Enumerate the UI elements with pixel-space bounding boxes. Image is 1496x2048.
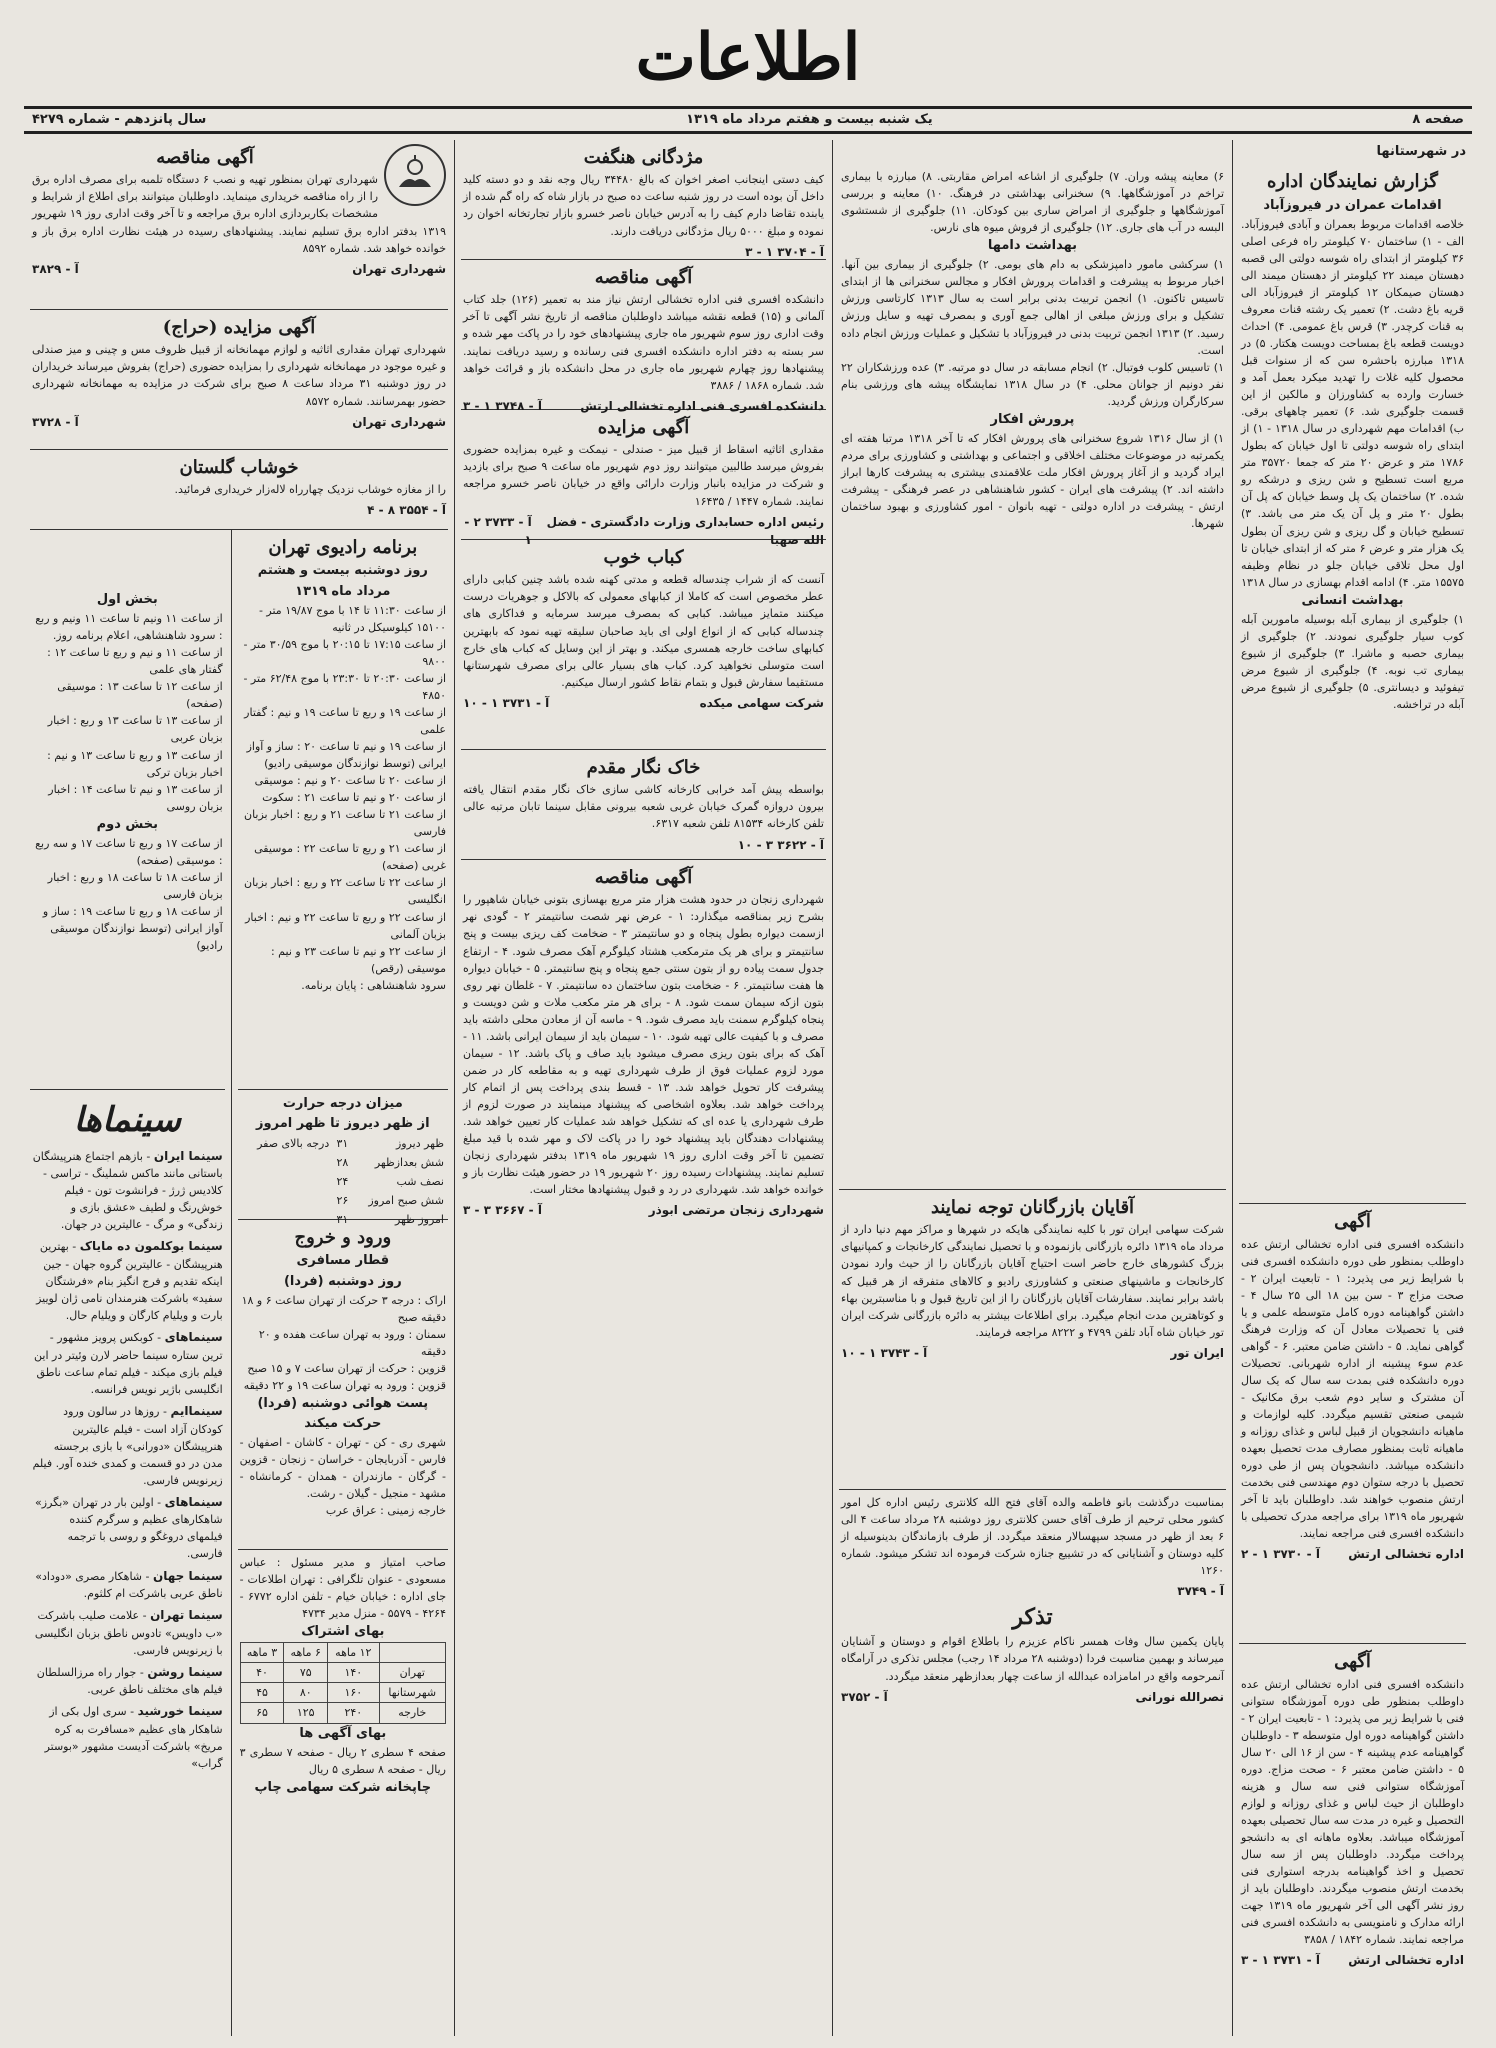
report-article [1239,164,1466,1204]
cinema-item: سینماهای - کوبکس پرویز مشهور - ترین ستاره سینما حاضر لارن وئیتر در این فیلم بازی میکند - فیلم تمام ساعت ناطق انگلیسی باژیر نویس فرانسه. [34,1330,223,1396]
cinema-name: سینما خورشید [137,1704,223,1719]
ad-rates-body: صفحه ۴ سطری ۲ ریال - صفحه ۷ سطری ۳ ریال - صفحه ۸ سطری ۵ ریال [239,1745,447,1776]
radio-headline: برنامه رادیوی تهران [268,537,418,558]
column-reports [832,140,1232,2036]
tile-factory-code: آ - ۳۶۲۲ ۳ - ۱۰ [737,837,824,852]
cinema-name: سینماهای [164,1330,223,1345]
notice-signature-row [841,1344,1224,1363]
animal-health-heading: بهداشت دامها [987,238,1078,254]
train-line: اراک : درجه ۳ حرکت از تهران ساعت ۶ و ۱۸ دقیقه صبح [241,1293,446,1324]
cinema-item: سینما جهان - شاهکار مصری «دوداد» ناطق عربی باشرکت ام کلثوم. [35,1568,223,1601]
column-ads [454,140,832,2036]
airmail-headline: پست هوائی دوشنبه (فردا) [257,1395,429,1411]
cinema-item: سینما روشن - جوار راه مرزالسلطان فیلم های مختلف ناطق عربی. [36,1664,223,1697]
section-label: در شهرستانها [1376,144,1466,159]
public-education-heading: پرورش افکار [990,411,1075,427]
cinema-description: سری اول بکی از شاهکار های عظیم «مسافرت به کره مریخ» باشرکت آدیست مشهور «بوستر گراب» [44,1705,223,1771]
tender-headline: آگهی مناقصه [594,267,693,288]
tender-code: آ - ۳۸۲۹ [32,261,79,276]
cinema-description: روزها در سالون ورود کودکان آزاد است - فیلم عالیترین هنرپیشگان «دورانی» با بازی برجسته مدن در دو قسمت و کمدی خنده آور. فیلم زیرنویس فارسی. [32,1404,223,1487]
ad-rates-headline: بهای آگهی ها [299,1725,387,1741]
tender-code: آ - ۳۶۶۷ ۳ - ۳ [463,1203,542,1218]
table-row: شش صبح امروز ۲۶ [336,1194,444,1208]
article-body: خلاصه اقدامات مربوط بعمران و آبادی فیروزآباد. الف - ۱) ساختمان ۷۰ کیلومتر راه فرعی اصلی ۳۶ کیلومتر از ابتدای راه شوسه دولتی الی قصبه دهستان میمند ۲۲ کیلومتر از دهستان میمند الی دهستان صیمکان ۱۲ کیلومتر از فیروزآباد الی قریه باغ دشت. ۲) تعمیر یک رشته قنات معروف به قنات کرچدر. ۳) قرس باغ عمومی. ۴) احداث دویست قطعه باغ بمساحت دویست هکتار. ۵) در ۱۳۱۸ مبارزه باحشره سن که از سنوات قبل محصول کلیه غلات را تهدید میکرد بعمل آمد و خسارت وارده به کشاورزان و مالکین از این قسمت جلوگیری شد. ۶) تعمیر چاههای برقی. ب) اقدامات مهم شهرداری در سال ۱۳۱۸ - ۱) از ابتدای راه شوسه دولتی تا اول خیابان که بطول ۱۷۸۶ متر و عرض ۲۰ متر که جمعا ۳۵۷۲۰ متر مربع است تسطیح و شن ریزی و درشکه رو شده. ۲) ساختمان یک پل وسط خیابان که پل آن بطول ۲۰ متر و پل آن یک متر می باشد. ۳) تسطیح خیابان و گل ریزی و شن ریزی آن بطول یک هزار متر و عرض ۶ متر که از ابتدای خیابان تا اول محل تلاقی خیابان جلو در نظام وظیفه ۱۵۵۷۵ متر. ۴) ادامه اقدام بهسازی در سال ۱۳۱۸ [1241,217,1465,589]
kebab-code: آ - ۳۷۳۱ ۱ - ۱۰ [463,695,550,710]
drink-body: را از مغازه خوشاب نزدیک چهارراه لاله‌زار خریداری فرمائید. [174,483,446,497]
cinema-listings [30,1090,225,2036]
cinema-item: سینما خورشید - سری اول بکی از شاهکار های عظیم «مسافرت به کره مریخ» باشرکت آدیست مشهور «بوستر گراب» [44,1704,223,1771]
memorial-signature: نصرالله نورانی [1135,1689,1224,1704]
radio-slot: از ساعت ۱۸ و ربع تا ساعت ۱۹ : ساز و آواز ایرانی (توسط نوازندگان موسیقی رادیو) [42,905,223,953]
ad-technical-school [1239,1644,1466,2036]
issue-date: یک شنبه بیست و هفتم مرداد ماه ۱۳۱۹ [686,111,933,127]
subscription-table [240,1642,446,1723]
public-education-body: ۱) از سال ۱۳۱۶ شروع سخنرانی های پرورش افکار که تا آخر ۱۳۱۸ مرتبا هفته ای یکمرتبه در موضوعات مختلف اخلاقی و اجتماعی و بهداشتی و کشاورزی برای مردم ایراد گردید و از آغاز پرورش افکار ملت علاقمندی بیشتری به پیشرفت کارها ابراز داشته اند. ۲) پیشرفت های ایران - کشور شاهنشاهی در عصر فرهنگی - پیشرفت ارتش - پیشرفت در اداره دولتی - تهیه بانوان - امور کشاورزی و بهبود ساختمان شهرها. [841,431,1224,531]
auction-headline: آگهی مزایده (حراج) [162,317,316,338]
notice-code: آ - ۳۷۴۳ ۱ - ۱۰ [841,1345,928,1360]
notice-body: شرکت سهامی ایران تور با کلیه نمایندگی هایکه در شهرها و مراکز مهم دنیا دارد از مرداد ماه ۱۳۱۹ دائره بازرگانی بازنموده و با تحصیل نمایندگی کارخانجات و کمپانیهای بزرگ کشورهای خارج حاضر است احتیاج آقایان بازرگانان را از حیث وارد نمودن کارخانجات و ماشینهای صنعتی و کشاورزی رادیو و کالاهای متفرقه از هر قبیل که باشد برابر نمایند. سفارشات آقایان بازرگانان را از این تاریخ قبول و با مناسبترین بهاء و کوتاهترین مدت انجام میگیرد. برای اطلاعات بیشتر به دائره بازرگانی شرکت ایران تور خیابان شاه آباد تلفن ۴۷۹۹ و ۸۲۲۲ مراجعه فرمایند. [841,1223,1224,1339]
radio-slot: از ساعت ۲۰ تا ساعت ۲۰ و نیم : موسیقی [254,774,446,788]
radio-wave: از ساعت ۱۱:۳۰ تا ۱۴ با موج ۱۹/۸۷ متر - ۱۵۱۰۰ کیلوسیکل در ثانیه [258,603,446,634]
memorial-signature-row [841,1688,1224,1707]
tender-headline: آگهی مناقصه [594,867,693,888]
dateline [24,106,1472,134]
health-body: ۱) جلوگیری از بیماری آبله بوسیله مامورین آبله کوب سیار جلوگیری نمودند. ۲) جلوگیری از بیماری حصبه و ماشرا. ۳) جلوگیری از شیوع بیماری تب نوبه. ۴) جلوگیری از شیوع مرض تیفوئید و دیسانتری. ۵) جلوگیری از شیوع مرض آبله در تراخشه. [1241,612,1465,712]
train-subtitle: قطار مسافری [296,1253,390,1269]
reward-ad [461,140,826,260]
cinema-headline: سینماها [73,1100,181,1140]
condolence-code-row [841,1582,1224,1601]
table-row: امروز ظهر ۳۱ [336,1213,444,1227]
temperature-subtitle: از ظهر دیروز تا ظهر امروز [256,1116,430,1132]
radio-slot: از ساعت ۱۱ و نیم و ربع تا ساعت ۱۲ : گفتار های علمی [47,646,223,677]
kebab-headline: کباب خوب [603,547,684,568]
animal-health-body: ۱) سرکشی مامور دامپزشکی به دام های بومی. ۲) جلوگیری از بیماری بین آنها. اخبار مربوط به پیشرفت و اقدامات پرورش افکار و مجالس سخنرانی ها از ابتدای تاسیس تاکنون. ۱) انجمن تربیت بدنی برابر است به سال ۱۳۱۳ کارتاسی ورزش تشکیل و برای ورزش مبلغی از اهالی جمع آوری و بمصرف تهیه و سایل ورزش رسید. ۲) ۱۳۱۳ انجمن تربیت بدنی در فیروزآباد با تشکیل و عملیات ورزش انجام داده است. [841,258,1225,357]
auction-ad-furniture [461,410,826,548]
report-items: ۶) معاینه پیشه وران. ۷) جلوگیری از اشاعه امراض مقاربتی. ۸) مبارزه با بیماری تراخم در آموزشگاهها. ۹) سخنرانی بهداشتی در فرهنگ. ۱۰) معاینه و بررسی آموزشگاهها و جلوگیری از امراض ساری بین کودکان. ۱۱) جلوگیری از شستشوی البسه در آب های جاری. ۱۲) جلوگیری از فروش میوه های نارس. [841,170,1225,235]
ad-code: آ - ۳۷۳۱ ۱ - ۳ [1241,1953,1320,1968]
radio-slot: از ساعت ۱۳ و نیم تا ساعت ۱۴ : اخبار بزبان روسی [48,782,223,813]
auction-code: آ - ۳۷۲۸ [32,414,79,429]
ad-body: دانشکده افسری فنی اداره تخشالی ارتش عده داوطلب بمنظور طی دوره دانشکده افسری فنی با شرایط زیر می پذیرد: ۱ - تابعیت ایران ۲ - صحت مزاج ۳ - سن بین ۱۸ الی ۲۵ سال ۴ - داشتن گواهینامه دوره کامل متوسطه علمی و یا فنی یا تحصیلات معادل آن که وزارت فرهنگ گواهی نماید. ۵ - داشتن ضامن معتبر. ۶ - گواهی عدم سوء پیشینه از اداره شهربانی. تحصیلات دوره دانشکده فنی بمدت سه سال که یک سال آن مشترک و سایر دوم شعب برق مکانیک - شیمی صنعتی تقسیم میگردد. کلیه لوازمات و ماهیانه دانشجویان از قبیل لباس و غذای روزانه و ماهیانه ثابت بمنظور مصارف مدت تحصیل بعهده دانشکده میباشد. دانشجویان پس از طی دوره تحصیل با درجه ستوان دوم مهندسی فنی بخدمت ارتش منصوب خواهند شد. داوطلبان باید تا آخر شهریور ماه ۱۳۱۹ برای مراجعه مدرک تحصیلی با دانشکده افسری فنی مراجعه نمایند. [1241,1237,1464,1541]
cinema-item: سینما تهران - علامت صلیب باشرکت «ب داویس» تادوس ناطق بزبان انگلیسی با زیرنویس فارسی. [34,1608,223,1657]
tender-code: آ - ۳۷۴۸ ۱ - ۳ [463,398,542,413]
radio-slot: از ساعت ۲۲ تا ساعت ۲۲ و ربع : اخبار بزبان انگلیسی [244,876,446,907]
train-line: قزوین : حرکت از تهران ساعت ۷ و ۱۵ صبح [247,1361,446,1375]
auction-signature: رئیس اداره حسابداری وزارت دادگستری - فضل الله صهبا [546,514,824,548]
issue-number: سال پانزدهم - شماره ۴۲۷۹ [32,111,207,127]
drink-code-row [32,501,446,520]
kebab-signature: شرکت سهامی میکده [699,695,824,710]
cinema-description: اولین بار در تهران «بگرز» شاهکارهای عظیم و سرگرم کننده فیلمهای دروغگو و روسی با ترجمه فارسی. [35,1495,223,1561]
tile-factory-code-row [463,836,824,855]
column-provinces [1232,140,1472,2036]
tender-signature: دانشکده افسری فنی اداره تخشالی ارتش [580,398,824,413]
auction-signature: شهرداری تهران [352,414,446,429]
publisher-info: صاحب امتیاز و مدیر مسئول : عباس مسعودی - عنوان تلگرافی : تهران اطلاعات - جای اداره : خیابان خیام - تلفن اداره ۶۷۷۲ - ۴۲۶۴ - ۵۵۷۹ - منزل مدیر ۴۷۳۴ [239,1556,447,1621]
radio-slot: از ساعت ۱۳ و ربع تا ساعت ۱۳ و نیم : اخبار بزبان ترکی [47,748,223,779]
table-row: خارجه ۲۴۰ ۱۲۵ ۶۵ [240,1703,445,1723]
radio-program [238,530,448,1090]
table-row: نصف شب ۲۴ [336,1175,444,1189]
train-schedule [238,1220,448,1550]
cinema-description: جوار راه مرزالسلطان فیلم های مختلف ناطق عربی. [36,1665,223,1697]
drink-headline: خوشاب گلستان [179,457,299,478]
cinema-name: سینما بوکلمون ده مایاک [79,1239,223,1254]
airmail-subtitle: حرکت میکند [304,1416,382,1432]
radio-wave: از ساعت ۱۷:۱۵ تا ۲۰:۱۵ با موج ۳۰/۵۹ متر - ۹۸۰۰ [243,637,446,668]
reward-headline: مژدگانی هنگفت [583,147,704,168]
train-line: سمنان : ورود به تهران ساعت هفده و ۲۰ دقیقه [258,1327,446,1358]
train-headline: ورود و خروج [294,1227,392,1248]
ad-signature-row [1241,1951,1464,1970]
train-day: روز دوشنبه (فردا) [283,1273,402,1289]
tender-signature: شهرداری زنجان مرتضی ابوذر [648,1203,824,1218]
cinema-description: علامت صلیب باشرکت «ب داویس» تادوس ناطق بزبان انگلیسی با زیرنویس فارسی. [34,1609,223,1657]
tender-ad-books [461,260,826,413]
ad-title: آگهی [1334,1651,1371,1673]
condolence-body: بمناسبت درگذشت بانو فاطمه والده آقای فتح الله کلانتری رئیس اداره کل امور کشور محلی ترحیم از طرف آقای حسن کلانتری روز دوشنبه ۲۸ مرداد ساعت ۴ الی ۶ بعد از ظهر در مسجد سپهسالار منعقد میگردد. از طرف بازماندگان بدینوسیله از کلیه دوستان و آشنایانی که در تشییع جنازه شرکت فرموده اند تشکر میشود. شماره ۱۲۶۰ [841,1496,1224,1578]
airmail-body: شهری ری - کن - تهران - کاشان - اصفهان - فارس - آذربایجان - خراسان - زنجان - قزوین - گرگان - مازندران - همدان - کرمانشاه - مشهد - منجیل - گیلان - رشت. [239,1436,446,1501]
tender-headline: آگهی مناقصه [156,147,254,168]
radio-wave: از ساعت ۲۰:۳۰ تا ۲۳:۳۰ با موج ۶۲/۴۸ متر - ۴۸۵۰ [243,671,446,702]
article-headline: گزارش نمایندگان اداره [1267,171,1438,193]
columns [24,140,1472,2036]
sports-body: ۱) تاسیس کلوب فوتبال. ۲) انجام مسابقه در سال دو مرتبه. ۳) عده ورزشکاران ۲۲ نفر دونیم از جوانان محلی. ۴) در سال ۱۳۱۸ نمایشگاه پیشه های ورزشی بنام سرکارگران ورزش گردید. [841,360,1224,408]
auction-body: مقداری اثاثیه اسقاط از قبیل میز - صندلی - نیمکت و غیره بمزایده حضوری بفروش میرسد طالبین میتوانند روز دوم شهریور ماه ساعت ۹ صبح برای بازدید و شرکت در مزایده بانبار وزارت دارائی واقع در خیابان ناصر خسرو مراجعه نمایند. شماره ۱۴۴۷ / ۱۶۴۳۵ [463,443,824,508]
auction-ad-hotel [30,310,448,450]
drink-code: آ - ۳۵۵۴ ۸ - ۴ [367,503,446,518]
auction-body: شهرداری تهران مقداری اثاثیه و لوازم مهمانخانه از قبیل ظروف مس و چینی و میز صندلی و غیره موجود در مهمانخانه شهرداری را بمزایده حضوری (حراج) بفروش میرساند خریداران در روز دوشنبه ۳۱ مرداد ساعت ۸ صبح برای شرکت در مزایده به مهمانخانه شهرداری حضور بهمرسانند. شماره ۸۵۷۲ [32,343,446,408]
train-line: قزوین : ورود به تهران ساعت ۱۹ و ۲۲ دقیقه [243,1378,446,1392]
tender-body: شهرداری زنجان در حدود هشت هزار متر مربع بهسازی بتونی خیابان شاهپور را بشرح زیر بمناقصه میگذارد: ۱ - عرض نهر شصت سانتیمتر ۲ - گودی نهر ازسمت دیواره بطول پنجاه و دو سانتیمتر ۳ - ضخامت کف ریزی بیست و پنج سانتیمتر و برای هر یک مترمکعب هشتاد کیلوگرم آهک مصرف شود. ۴ - ارتفاع جدول سمت پیاده رو از بتون سنتی جمع پنجاه و پنج سانتیمتر. ۵ - خیابان دیواره ها هفت سانتیمتر. ۶ - ضخامت بتون ساختمان ده سانتیمتر. ۷ - غلطان نهر روی بتون ازکه سیمان سمت شود. ۸ - برای هر متر مکعب ملات و شن دویست و پنجاه کیلوگرم سمنت باید مصرف شود. ۹ - ماسه آن از معادن محلی داشته باید مصرف و با کیفیت عالی تهیه شود. ۱۰ - سیمان باید از سیمان ایرانی باشد. ۱۱ - آهک که برای بتون ریزی مصرف میشود باید صاف و پاک باشد. ۱۲ - سیمان مورد لزوم عملیات فوق از طرف شهرداری تهیه و به مقاطعه کار در ضمن پیشرفت کار تحویل خواهد شد. ۱۳ - قسط بندی پرداخت پس از اتمام کار پرداخت خواهد شد. بعلاوه اشخاصی که پیشنهاد مینمایند در صورت لزوم از طرف شهرداری یا عده ای که تشکیل خواهد شد عملیات کار تعیین خواهد شد. پیشنهادات دهندگان باید پیشنهاد خود را در پاکت لاک و مهر شده با قید مبلغ تضمین تا آخر وقت اداری روز ۱۹ شهریور ماه ۱۳۱۹ بدفتر شهرداری زنجان تسلیم نمایند. پیشنهادات رسیده روز ۲۰ شهریور ۱۹ در حضور هیئت نظارت باز و خوانده خواهد شد. شهرداری در رد و قبول پیشنهادها مختار است. [463,893,825,1197]
auction-code: آ - ۳۷۳۳ ۲ - ۱ [464,514,532,548]
notice-headline: آقایان بازرگانان توجه نمایند [930,1197,1135,1218]
cinema-name: سینما تهران [150,1608,223,1623]
radio-program-part1 [30,530,225,1090]
kebab-ad [461,540,826,750]
health-heading: بهداشت انسانی [1301,592,1404,608]
table-row: ظهر دیروز ۳۱ درجه بالای صفر [257,1137,444,1151]
radio-slot: از ساعت ۲۱ تا ساعت ۲۱ و ربع : اخبار بزبان فارسی [244,808,446,839]
cinema-item: سینماایم - روزها در سالون ورود کودکان آزاد است - فیلم عالیترین هنرپیشگان «دورانی» با بازی برجسته مدن در دو قسمت و کمدی خنده آور. فیلم زیرنویس فارسی. [32,1403,223,1487]
radio-slot: از ساعت ۱۸ تا ساعت ۱۸ و ربع : اخبار بزبان فارسی [47,870,223,901]
memorial-code: آ - ۳۷۵۲ [841,1689,888,1704]
printer-credit: چاپخانه شرکت سهامی چاپ [254,1779,432,1795]
radio-slot: از ساعت ۱۲ تا ساعت ۱۳ : موسیقی (صفحه) [57,680,223,711]
drink-ad [30,450,448,530]
cinema-description: بازهم اجتماع هنرپیشگان باستانی مانند ماکس شملینگ - تراسی - کلادیس ژرژ - فرانشوت تون - فیلم خوش‌رنگ و لطیف «عشق بازی و زندگی» و مرگ - عالیترین در جهان. [32,1149,223,1232]
radio-slot: از ساعت ۱۳ تا ساعت ۱۳ و ربع : اخبار بزبان عربی [47,714,223,745]
ad-signature: اداره تخشالی ارتش [1348,1953,1464,1968]
radio-slot: از ساعت ۱۱ ونیم تا ساعت ۱۱ ونیم و ربع : سرود شاهنشاهی، اعلام برنامه روز. [35,612,223,643]
memorial-notice [839,1490,1226,2036]
radio-slot: از ساعت ۲۲ و نیم تا ساعت ۲۳ و نیم : موسیقی (رقص) [270,944,446,975]
cinema-description: شاهکار مصری «دوداد» ناطق عربی باشرکت ام کلثوم. [35,1569,223,1601]
reward-code: آ - ۳۷۰۴ ۱ - ۳ [745,244,824,259]
cinema-name: سینما جهان [152,1568,223,1583]
column-listings [24,140,454,2036]
ad-code: آ - ۳۷۳۰ ۱ - ۲ [1241,1547,1320,1562]
radio-slot: از ساعت ۲۰ و نیم تا ساعت ۲۱ : سکوت [262,791,446,805]
merchants-notice [839,1190,1226,1490]
temperature-box [238,1090,448,1227]
cinema-name: سینما روشن [147,1664,223,1679]
newspaper-title: اطلاعات [635,20,861,96]
tender-ad-zanjan [461,860,826,2036]
tender-signature: شهرداری تهران [352,261,446,276]
article-subheadline: اقدامات عمران در فیروزآباد [1263,197,1442,213]
cinema-description: بهترین هنرپیشگان - عالیترین گروه جهان - جین اینکه تقدیم و فرج انگیز بنام «فرشتگان سفید» باشرکت هنرمندان نامی ژان لوییز بارت و ویلیام کارگان و ویلیام حال. [36,1240,223,1323]
temperature-headline: میزان درجه حرارت [282,1096,403,1111]
municipality-emblem [384,144,446,206]
cinema-name: سینما ایران [153,1148,223,1163]
cinema-list [32,1147,223,1773]
radio-part2-heading: بخش دوم [96,816,159,832]
services-subcolumn [231,530,448,2036]
radio-slot: از ساعت ۲۱ و ربع تا ساعت ۲۲ : موسیقی غربی (صفحه) [254,842,446,873]
auction-signature-row [32,413,446,432]
page-number: صفحه ۸ [1412,111,1464,127]
ad-signature: اداره تخشالی ارتش [1348,1547,1464,1562]
tender-signature-row [32,260,446,279]
memorial-headline: تذکر [1012,1603,1053,1630]
radio-slot: از ساعت ۱۷ و ربع تا ساعت ۱۷ و سه ربع : موسیقی (صفحه) [35,836,223,867]
cinema-name: سینماهای [164,1494,223,1509]
cinema-description: کوبکس پرویز مشهور - ترین ستاره سینما حاضر لارن وئیتر در این فیلم بازی میکند - فیلم تمام ساعت ناطق انگلیسی باژیر نویس فرانسه. [34,1331,223,1396]
listings-split [30,530,448,2036]
ad-body: دانشکده افسری فنی اداره تخشالی ارتش عده داوطلب بمنظور طی دوره آموزشگاه ستوانی فنی با شرایط زیر می پذیرد: ۱ - تابعیت ایران ۲ - داشتن گواهینامه دوره اول متوسطه ۳ - داوطلبان گواهینامه عدم پیشینه ۴ - سن از ۱۶ الی ۲۰ سال ۵ - داشتن ضامن معتبر ۶ - صحت مزاج. دوره آموزشگاه ستوانی فنی سه سال و هزینه داوطلبان از حیث لباس و غذای روزانه و لوازم التحصیل و غیره در مدت سه سال تحصیلی بعهده آموزشگاه میباشد. بعلاوه ماهانه ای به دانشجو پرداخت میگردد. داوطلبان پس از سه سال تحصیل و اخذ گواهینامه بدرجه استواری فنی بخدمت ارتش منصوب میگردند. داوطلبان باید از روز نشر آگهی الی آخر شهریور ماه ۱۳۱۹ جهت ارائه مدارک و نامنویسی به دانشکده افسری فنی مراجعه نمایند. شماره ۱۸۴۲ / ۳۸۵۸ [1241,1677,1464,1947]
ad-title: آگهی [1334,1211,1371,1233]
radio-slot: از ساعت ۱۹ و ربع تا ساعت ۱۹ و نیم : گفتار علمی [244,705,446,736]
cinema-item: سینماهای - اولین بار در تهران «بگرز» شاهکارهای عظیم و سرگرم کننده فیلمهای دروغگو و روسی با ترجمه فارسی. [35,1494,223,1561]
radio-slot: از ساعت ۲۲ و ربع تا ساعت ۲۲ و نیم : اخبار بزبان آلمانی [245,910,446,941]
memorial-body: پایان یکمین سال وفات همسر ناکام عزیزم را باطلاع اقوام و دوستان و آشنایان میرساند و بهمین مناسبت فردا (دوشنبه ۲۸ مرداد ۱۴ رجب) مجلس تذکری در آرامگاه آنمرحومه واقع در امامزاده عبدالله از ساعت چهار بعدازظهر منعقد میگردد. [841,1635,1224,1683]
tile-factory-headline: خاک نگار مقدم [586,757,701,778]
tender-signature-row [463,1201,824,1220]
kebab-body: آنست که از شراب چندساله قطعه و مدتی کهنه شده باشد چنین کبابی دارای عطر مخصوص است که کاملا از کبابهای معمولی که بالاکل و جوهریات درست میکنند متمایز میباشد. کبابی که بمصرف میرسد سرمایه و فداکاری های چندساله کبابی که از انواع اولی ای باید صاحبان سلیقه تهیه نمود که بابهترین کبابهای ساخت خارجه همسری میکند. و بهتر از این وسایل که کباب های خارج است متوسلی نخواهید کرد. کباب های بسیار عالی برای مصرف شهرستانها مستقیما سفارش قبول و بتمام نقاط کشور ارسال میکنیم. [463,573,824,689]
radio-slot: از ساعت ۱۹ و نیم تا ساعت ۲۰ : ساز و آواز ایرانی (توسط نوازندگان موسیقی رادیو) [246,740,446,771]
table-row: شش بعدازظهر ۲۸ [336,1156,444,1170]
foreign-mail: خارجه زمینی : عراق عرب [325,1504,446,1518]
entertainment-subcolumn [30,530,231,2036]
report-continued [839,140,1226,1190]
reward-code-row [463,243,824,262]
tender-ad-electric [30,140,448,310]
table-row: شهرستانها ۱۶۰ ۸۰ ۴۵ [240,1683,445,1703]
ad-officer-college [1239,1204,1466,1644]
radio-part1-heading: بخش اول [96,592,158,607]
tile-factory-body: بواسطه پیش آمد خرابی کارخانه کاشی سازی خاک نگار مقدم انتقال یافته بیرون دروازه گمرک خیابان غربی شعبه بیرونی مقابل سینما تابان مرتبه عالی تلفن کارخانه ۸۱۵۳۴ تلفن شعبه ۶۳۱۷. [463,783,824,831]
temperature-table [240,1134,446,1229]
auction-headline: آگهی مزایده [597,417,690,438]
notice-signature: ایران تور [1170,1345,1224,1360]
cinema-item: سینما بوکلمون ده مایاک - بهترین هنرپیشگان - عالیترین گروه جهان - جین اینکه تقدیم و فرج انگیز بنام «فرشتگان سفید» باشرکت هنرمندان نامی ژان لوییز بارت و ویلیام کارگان و ویلیام حال. [36,1239,223,1323]
cinema-item: سینما ایران - بازهم اجتماع هنرپیشگان باستانی مانند ماکس شملینگ - تراسی - کلادیس ژرژ - فرانشوت تون - فیلم خوش‌رنگ و لطیف «عشق بازی و زندگی» و مرگ - عالیترین در جهان. [32,1148,223,1232]
tile-factory-ad [461,750,826,860]
subscription-headline: بهای اشتراک [301,1624,385,1640]
radio-date: روز دوشنبه بیست و هشتم مرداد ماه ۱۳۱۹ [257,563,428,599]
radio-slot: سرود شاهنشاهی : پایان برنامه. [301,978,446,992]
lion-sun-icon [393,153,437,197]
cinema-name: سینماایم [170,1403,223,1418]
table-row: تهران ۱۴۰ ۷۵ ۴۰ [240,1663,445,1683]
table-row: ۱۲ ماهه ۶ ماهه ۳ ماهه [240,1643,445,1663]
masthead [24,10,1472,106]
tender-body: شهرداری تهران بمنظور تهیه و نصب ۶ دستگاه تلمبه برای مصرف اداره برق را از راه مناقصه خریداری مینماید. داوطلبان میتوانند برای اطلاع از شرایط و مشخصات بکاربردازی اداره برق مراجعه و تا آخر وقت اداری روز ۱۹ شهریور ۱۳۱۹ بدفتر اداره برق تسلیم نمایند. پیشنهادهای رسیده در هیئت نظارت اداره برق باز و خوانده خواهد شد. شماره ۸۵۹۲ [32,173,446,255]
tender-body: دانشکده افسری فنی اداره تخشالی ارتش نیاز مند به تعمیر (۱۲۶) جلد کتاب آلمانی و (۱۵) قطعه نقشه میباشد داوطلبان مناقصه از تاریخ نشر آگهی تا آخر وقت اداری روز سوم شهریور ماه جاری پیشنهادهای خود را در پاکت مهر شده و سر بسته به دفتر اداره دانشکده افسری فنی رسانده و رسید دریافت نمایند. پیشنهادها روز چهارم شهریور ماه جاری در محل دانشکده باز و قرائت خواهد شد. شماره ۱۸۶۸ / ۳۸۸۶ [463,293,824,392]
condolence-code: آ - ۳۷۴۹ [1177,1584,1224,1599]
reward-body: کیف دستی اینجانب اصغر اخوان که بالغ ۳۴۴۸۰ ریال وجه نقد و دو دسته کلید داخل آن بوده است در روز شنبه ساعت ده صبح در بازار شاه که راه گم شده از یابنده تقاضا دارم کیف را به آدرس خیابان ناصر خسرو بازار تجارتخانه اخوان رد نموده و مبلغ ۵۰۰۰ ریال مژدگانی دریافت دارند. [463,173,824,238]
subscription-box [238,1550,448,2036]
ad-signature-row [1241,1545,1464,1564]
kebab-signature-row [463,694,824,713]
